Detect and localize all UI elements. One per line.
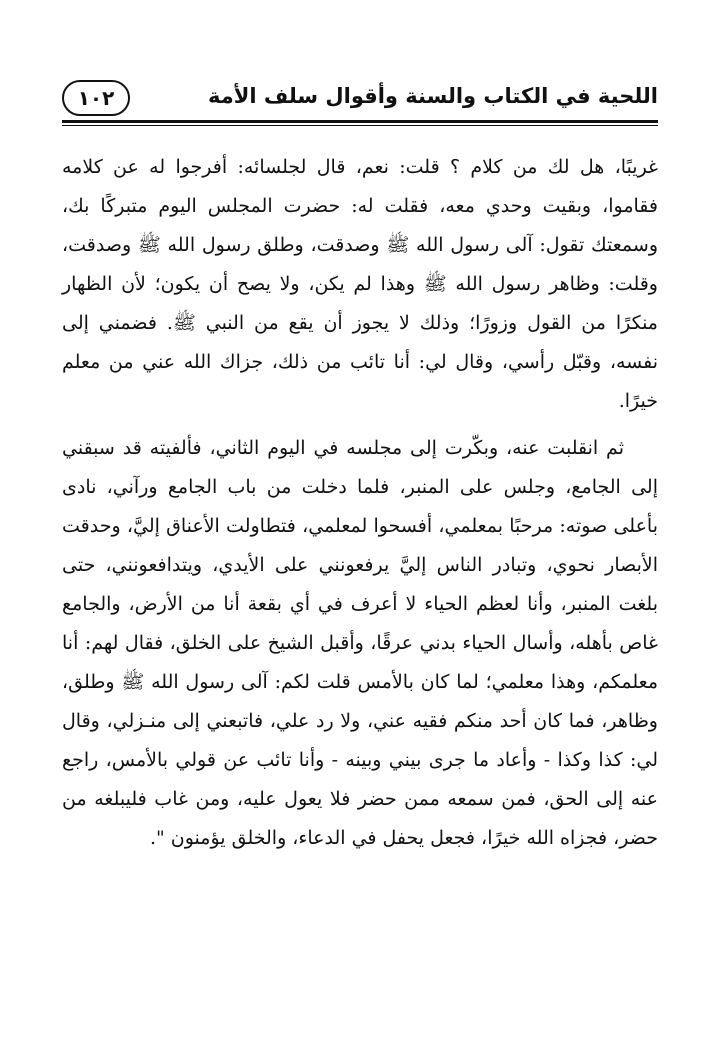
paragraph-2: ثم انقلبت عنه، وبكّرت إلى مجلسه في اليوم الثاني، فألفيته قد سبقني إلى الجامع، وجلس على المنبر، فلما دخلت من باب الجامع ورآني، نادى بأعلى صوته: مرحبًا بمعلمي، أفسحوا لمعلمي، فتطاولت الأعناق إليَّ، وحدقت الأبصار نحوي، وتبادر الناس إليَّ يرفعونني على الأيدي، ويتدافعونني، حتى بلغت المنبر، وأنا لعظم الحياء لا أعرف في أي بقعة أنا من الأرض، والجامع غاص بأهله، وأسال الحياء بدني عرقًا، وأقبل الشيخ على الخلق، فقال لهم: أنا معلمكم، وهذا معلمي؛ لما كان بالأمس قلت لكم: آلى رسول الله ﷺ وطلق، وظاهر، فما كان أحد منكم فقيه عني، ولا رد علي، فاتبعني إلى منـزلي، وقال لي: كذا وكذا - وأعاد ما جرى بيني وبينه - وأنا تائب عن قولي بالأمس، راجع عنه إلى الحق، فمن سمعه ممن حضر فلا يعول عليه، ومن غاب فليبلغه من حضر، فجزاه الله خيرًا، فجعل يحفل في الدعاء، والخلق يؤمنون ". [62, 437, 658, 849]
running-title: اللحية في الكتاب والسنة وأقوال سلف الأمة [207, 84, 658, 108]
body-text [62, 148, 658, 866]
page-number-badge: ١٠٢ [62, 80, 130, 116]
paragraph-1: غريبًا، هل لك من كلام ؟ قلت: نعم، قال لجلسائه: أفرجوا له عن كلامه فقاموا، وبقيت وحدي معه، فقلت له: حضرت المجلس اليوم متبركًا بك، وسمعتك تقول: آلى رسول الله ﷺ وصدقت، وطلق رسول الله ﷺ وصدقت، وقلت: وظاهر رسول الله ﷺ وهذا لم يكن، ولا يصح أن يكون؛ لأن الظهار منكرًا من القول وزورًا؛ وذلك لا يجوز أن يقع من النبي ﷺ. فضمني إلى نفسه، وقبّل رأسي، وقال لي: أنا تائب من ذلك، جزاك الله عني من معلم خيرًا. [62, 156, 658, 412]
header-rule-thin [62, 125, 658, 126]
header-rule-thick [62, 120, 658, 123]
page-header [62, 78, 658, 128]
